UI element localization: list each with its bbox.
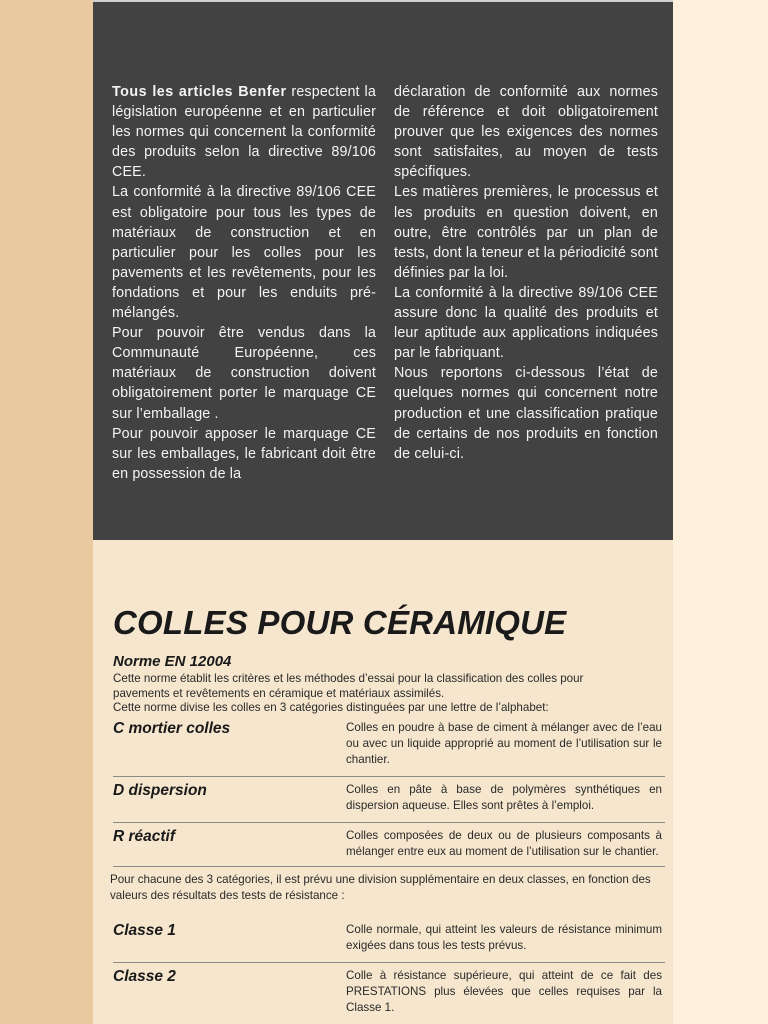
intro-paragraph: La conformité à la directive 89/106 CEE est obligatoire pour tous les types de matériaux de construction et en particulier pour les colles pour les pavements et les revêtements, pour les fondations et pour les enduits pré-mélangés.	[112, 184, 376, 322]
brand-statement: Tous les articles Benfer	[112, 84, 287, 100]
category-description: Colles en poudre à base de ciment à mélanger avec de l’eau ou avec un liquide approprié au moment de l’utilisation sur le chantier.	[346, 721, 662, 766]
category-description: Colles en pâte à base de polymères synthétiques en dispersion aqueuse. Elles sont prêtes à l’emploi.	[346, 783, 662, 812]
class-description: Colle à résistance supérieure, qui atteint de ce fait des PRESTATIONS plus élevées que celles requises par la Classe 1.	[346, 969, 662, 1014]
intro-paragraph: La conformité à la directive 89/106 CEE assure donc la qualité des produits et leur aptitude aux applications indiquées par le fabriquant.	[394, 284, 658, 362]
class-term: Classe 2	[113, 968, 176, 985]
category-description: Colles composées de deux ou de plusieurs composants à mélanger entre eux au moment de l’utilisation sur le chantier.	[346, 829, 662, 858]
norm-heading: Norme EN 12004	[113, 653, 232, 670]
divider	[113, 962, 665, 963]
divider	[113, 866, 665, 867]
intro-paragraph: Pour pouvoir apposer le marquage CE sur les emballages, le fabricant doit être en possession de la	[112, 425, 376, 482]
divider	[113, 776, 665, 777]
divider	[113, 822, 665, 823]
intro-column-left	[112, 82, 376, 484]
class-description: Colle normale, qui atteint les valeurs de résistance minimum exigées dans tous les tests prévus.	[346, 923, 662, 952]
category-term: C mortier colles	[113, 720, 231, 737]
left-margin-strip	[0, 0, 93, 1024]
intro-paragraph: Les matières premières, le processus et les produits en question doivent, en outre, être contrôlés par un plan de tests, dont la teneur et la périodicité sont définies par la loi.	[394, 184, 658, 281]
norm-description-line: Cette norme divise les colles en 3 catégories distinguées par une lettre de l’alphabet:	[113, 701, 549, 715]
norm-description-line: pavements et revêtements en céramique et matériaux assimilés.	[113, 686, 445, 700]
intro-text: respectent la législation européenne et en particulier les normes qui concernent la conformité des produits selon la directive 89/106 CEE.	[112, 84, 376, 181]
classes-intro: Pour chacune des 3 catégories, il est prévu une division supplémentaire en deux classes, en fonction des valeurs des résultats des tests de résistance :	[110, 873, 651, 902]
intro-paragraph	[112, 82, 376, 182]
intro-paragraph: déclaration de conformité aux normes de référence et doit obligatoirement prouver que les exigences des normes sont satisfaites, au moyen de tests spécifiques.	[394, 84, 658, 181]
norm-description-line: Cette norme établit les critères et les méthodes d’essai pour la classification des colles pour	[113, 672, 584, 685]
category-term: R réactif	[113, 828, 176, 845]
section-title: COLLES POUR CÉRAMIQUE	[113, 604, 567, 641]
intro-column-right	[394, 82, 658, 464]
intro-paragraph: Pour pouvoir être vendus dans la Communauté Européenne, ces matériaux de construction doivent obligatoirement porter le marquage CE sur l’emballage .	[112, 325, 376, 422]
norm-description	[113, 672, 663, 716]
category-term: D dispersion	[113, 782, 207, 799]
class-term: Classe 1	[113, 922, 176, 939]
intro-paragraph: Nous reportons ci-dessous l’état de quelques normes qui concernent notre production et une classification pratique de certains de nos produits en fonction de celui-ci.	[394, 365, 658, 462]
